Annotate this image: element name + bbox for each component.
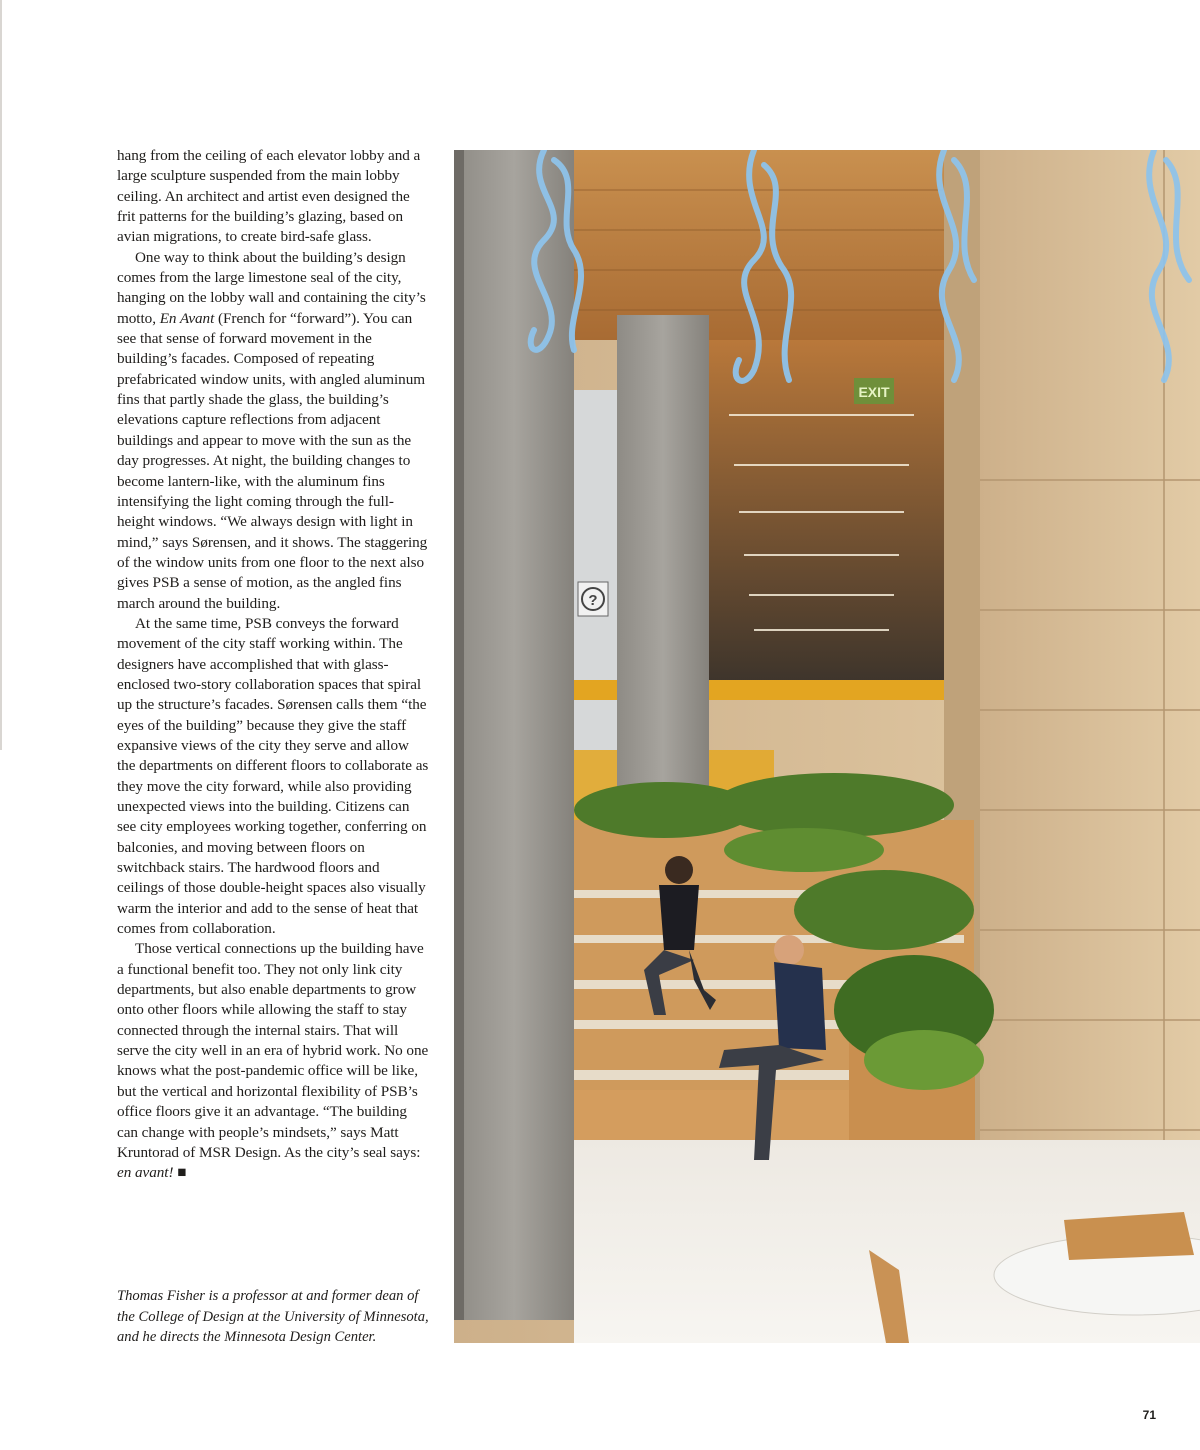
closing-motto: en avant!: [117, 1164, 174, 1182]
article-paragraph-2: [117, 248, 429, 614]
exit-sign-text: EXIT: [858, 384, 890, 400]
page-number: 71: [1142, 1408, 1156, 1422]
city-motto: En Avant: [159, 309, 215, 327]
author-bio: Thomas Fisher is a professor at and former dean of the College of Design at the University of Minnesota, and he directs the Minnesota Design Center.: [117, 1288, 429, 1346]
help-icon-glyph: ?: [588, 592, 598, 609]
interior-photo: [454, 150, 1200, 1343]
paragraph-2-rest: (French for “forward”). You can see that sense of forward movement in the building’s facades. Composed of repeating prefabricated window units, with angled aluminum fins that partly shade the glass, the building’s elevations capture reflections from adjacent buildings and appear to move with the sun as the day progresses. At night, the building changes to become lantern-like, with the aluminum fins intensifying the light coming through the full-height windows. “We always design with light in mind,” says Sørensen, and it shows. The staggering of the window units from one floor to the next also gives PSB a sense of motion, as the angled fins march around the building.: [117, 309, 428, 612]
article-body: [117, 146, 429, 1184]
paragraph-2-lead: One way to think about the building’s design comes from the large limestone seal of the city, hanging on the lobby wall and containing the city’s motto,: [117, 248, 426, 327]
page-edge-rule: [0, 0, 2, 750]
article-paragraph-3: At the same time, PSB conveys the forward movement of the city staff working within. The designers have accomplished that with glass-enclosed two-story collaboration spaces that spiral up the structure’s facades. Sørensen calls them “the eyes of the building” because they give the staff expansive views of the city they serve and allow the departments on different floors to collaborate as they move the city forward, while also providing unexpected views into the building. Citizens can see city employees working together, conferring on balconies, and moving between floors on switchback stairs. The hardwood floors and ceilings of those double-height spaces also visually warm the interior and add to the sense of heat that comes from collaboration.: [117, 614, 429, 938]
paragraph-4-text: Those vertical connections up the building have a functional benefit too. They not only link city departments, but also enable departments to grow onto other floors while allowing the staff to stay connected through the internal stairs. That will serve the city well in an era of hybrid work. No one knows what the post-pandemic office will be like, but the vertical and horizontal flexibility of PSB’s office floors give it an advantage. “The building can change with people’s mindsets,” says Matt Kruntorad of MSR Design. As the city’s seal says:: [117, 940, 429, 1161]
article-paragraph-1: hang from the ceiling of each elevator lobby and a large sculpture suspended from the main lobby ceiling. An architect and artist even designed the frit patterns for the building’s glazing, based on avian migrations, to create bird-safe glass.: [117, 147, 421, 246]
end-mark: ■: [177, 1164, 187, 1182]
article-paragraph-4: [117, 939, 429, 1183]
